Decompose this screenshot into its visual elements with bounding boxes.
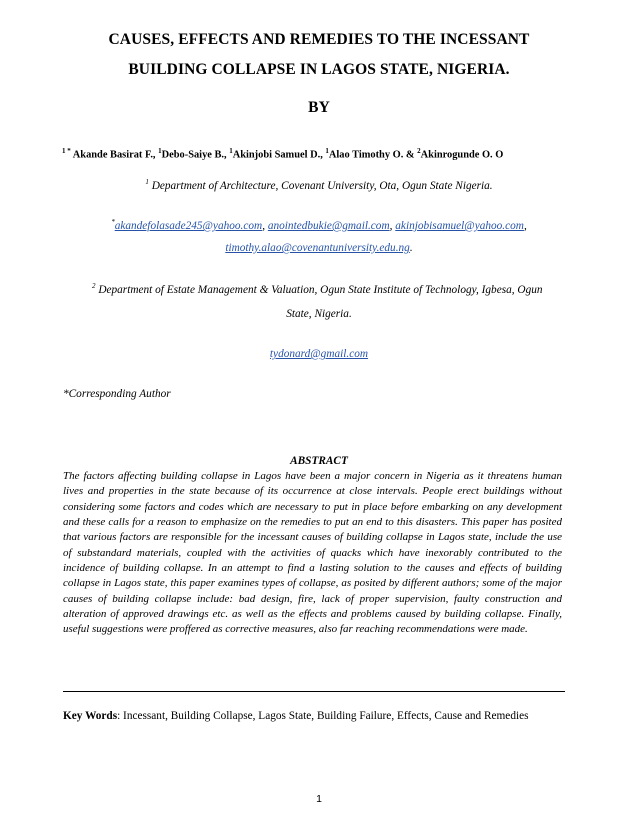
author-5: Akinrogunde O. O (420, 149, 504, 161)
author-2: Debo-Saiye B., (161, 149, 227, 161)
affiliation-1-sup: 1 (145, 178, 149, 186)
affiliation-1 (0, 178, 638, 192)
title-line-2: BUILDING COLLAPSE IN LAGOS STATE, NIGERIA. (128, 61, 510, 78)
email-link-timothy[interactable]: timothy.alao@covenantuniversity.edu.ng (225, 242, 410, 254)
keywords (63, 710, 529, 722)
keywords-colon: : (117, 710, 121, 722)
author-3: Akinjobi Samuel D., (232, 149, 323, 161)
affiliation-1-text: Department of Architecture, Covenant University, Ota, Ogun State Nigeria. (151, 179, 493, 192)
affiliation-2-line-1 (92, 282, 543, 296)
email-sup: * (111, 218, 115, 226)
author-4-sup: 1 (325, 147, 329, 155)
affiliation-2-sup: 2 (92, 282, 96, 290)
author-2-sup: 1 (158, 147, 162, 155)
email-trailing-comma: , (523, 219, 527, 232)
title-line-1: CAUSES, EFFECTS AND REMEDIES TO THE INCESSANT (108, 31, 530, 48)
section-divider (63, 691, 565, 692)
affiliation-2-email-line (0, 348, 638, 360)
author-1-sup: 1 * (62, 147, 71, 155)
email-link-akande[interactable]: akandefolasade245@yahoo.com (114, 219, 263, 232)
page-number: 1 (316, 793, 322, 805)
email-separator: , (262, 219, 268, 232)
abstract-heading: ABSTRACT (290, 455, 348, 467)
email-link-akinjobi[interactable]: akinjobisamuel@yahoo.com (395, 219, 524, 232)
email-end-dot: . (409, 242, 413, 254)
email-link-anointedbukie[interactable]: anointedbukie@gmail.com (267, 219, 390, 232)
corresponding-author-note: *Corresponding Author (63, 388, 171, 400)
author-3-sup: 1 (229, 147, 233, 155)
email-link-tydonard[interactable]: tydonard@gmail.com (269, 348, 369, 360)
affiliation-1-emails-line-1 (0, 218, 638, 232)
keywords-label: Key Words (63, 710, 118, 722)
author-1: Akande Basirat F., (72, 149, 156, 161)
author-list (62, 147, 503, 160)
title-by: BY (308, 99, 330, 116)
author-5-sup: 2 (417, 147, 421, 155)
author-4: Alao Timothy O. & (328, 149, 415, 161)
affiliation-2-line-2: State, Nigeria. (286, 308, 352, 320)
affiliation-2-text: Department of Estate Management & Valuation, Ogun State Institute of Technology, Igbesa, Ogun (98, 283, 543, 296)
keywords-text: Incessant, Building Collapse, Lagos State, Building Failure, Effects, Cause and Remedies (120, 710, 529, 722)
affiliation-1-emails-line-2 (0, 242, 638, 254)
abstract-body: The factors affecting building collapse in Lagos have been a major concern in Nigeria as it threatens human lives and properties in the state because of its occurrence at close intervals. People erect buildings without considering some factors and codes which are necessary to put in place before embarking on any development and these calls for a reason to emphasize on the remedies to put an end to this disasters. This paper has posited that various factors are responsible for the incessant causes of building collapse in Lagos state, include the use of substandard materials, coupled with the activities of quacks which have inexorably contributed to the incidence of building collapse. In an attempt to find a lasting solution to the causes and effects of building collapse in Lagos state, this paper examines types of collapse, as posited by different authors; some of the major causes of building collapse include: bad design, fire, lack of proper supervision, faulty construction and alteration of approved drawings etc. as well as the effects and problems caused by building collapse. Finally, useful suggestions were proffered as corrective measures, also far reaching recommendations were made. (63, 470, 562, 636)
email-separator: , (389, 219, 396, 232)
